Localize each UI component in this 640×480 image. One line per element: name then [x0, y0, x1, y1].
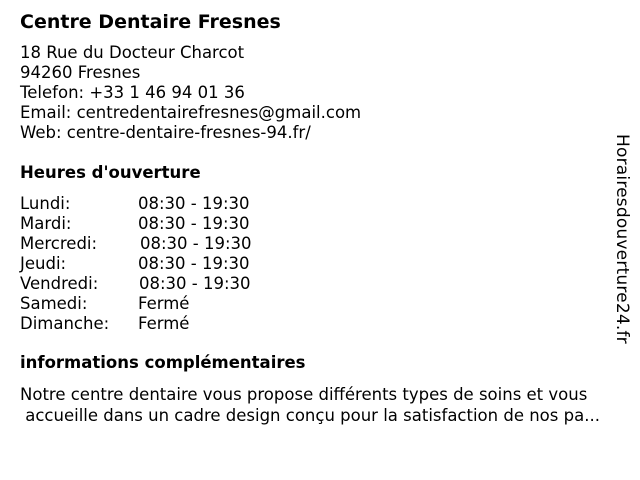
business-name: Centre Dentaire Fresnes	[20, 11, 281, 33]
street-address: 18 Rue du Docteur Charcot	[20, 43, 245, 62]
hours-time: Fermé	[138, 294, 190, 313]
hours-day: Jeudi:	[20, 254, 67, 273]
hours-time: 08:30 - 19:30	[139, 274, 251, 293]
description-line: accueille dans un cadre design conçu pour la satisfaction de nos pa...	[20, 406, 600, 425]
phone-number: Telefon: +33 1 46 94 01 36	[20, 83, 245, 102]
hours-day: Vendredi:	[20, 274, 99, 293]
additional-info-heading: informations complémentaires	[20, 353, 306, 372]
hours-day: Samedi:	[20, 294, 88, 313]
hours-time: 08:30 - 19:30	[138, 254, 250, 273]
hours-day: Mercredi:	[20, 234, 98, 253]
hours-day: Dimanche:	[20, 314, 110, 333]
additional-info-text	[20, 384, 632, 426]
city-postcode: 94260 Fresnes	[20, 63, 141, 82]
description-line: Notre centre dentaire vous propose différents types de soins et vous	[20, 385, 588, 404]
opening-hours-heading: Heures d'ouverture	[20, 163, 201, 182]
contact-block	[20, 43, 361, 143]
hours-time: 08:30 - 19:30	[138, 194, 250, 213]
hours-day: Lundi:	[20, 194, 71, 213]
hours-time: Fermé	[138, 314, 190, 333]
hours-time: 08:30 - 19:30	[140, 234, 252, 253]
hours-day: Mardi:	[20, 214, 72, 233]
site-watermark: Horairesdouverture24.fr	[612, 134, 632, 344]
hours-time: 08:30 - 19:30	[138, 214, 250, 233]
website: Web: centre-dentaire-fresnes-94.fr/	[20, 123, 311, 142]
email-address: Email: centredentairefresnes@gmail.com	[20, 103, 362, 122]
